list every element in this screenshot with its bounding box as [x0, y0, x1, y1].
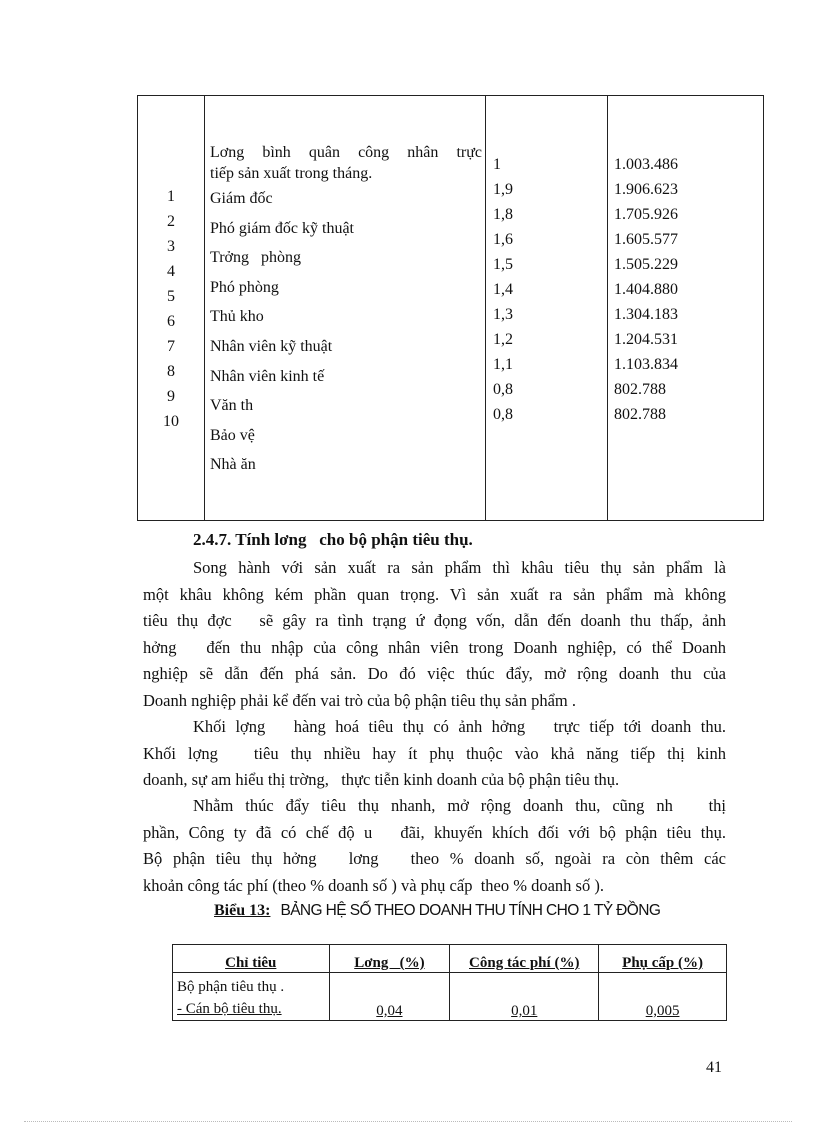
paragraph-line: Bộ phận tiêu thụ hởng lơng theo % doanh số, ngoài ra còn thêm các	[143, 849, 726, 868]
row-label-group: Bộ phận tiêu thụ .	[177, 979, 285, 995]
header-cell: Công tác phí (%)	[450, 945, 599, 973]
stt-cell: 2	[167, 213, 175, 230]
stt-cell: 7	[167, 338, 175, 355]
coefficient-cell: 0,8	[493, 381, 513, 398]
wage-cell: 1.103.834	[614, 356, 678, 373]
position-cell: Phó phòng	[210, 278, 279, 296]
paragraph-3	[143, 793, 726, 899]
stt-cell: 8	[167, 363, 175, 380]
paragraph-line: Khối lợng tiêu thụ nhiều hay ít phụ thuộc vào khả năng tiếp thị kinh	[143, 743, 726, 763]
paragraph-2	[143, 714, 726, 794]
position-cell: Nhà ăn	[210, 456, 256, 474]
stt-cell: 9	[167, 388, 175, 405]
allowance-percent-cell: 0,005	[599, 973, 727, 1021]
caption-title: BẢNG HỆ SỐ THEO DOANH THU TÍNH CHO 1 TỶ ĐỒNG	[280, 902, 661, 919]
stt-cell: 3	[167, 238, 175, 255]
stt-cell: 4	[167, 263, 175, 280]
row-label-cell	[173, 973, 330, 1021]
stt-cell: 6	[167, 313, 175, 330]
position-cell: Phó giám đốc kỹ thuật	[210, 219, 354, 237]
wage-cell: 1.204.531	[614, 331, 678, 348]
position-cell: Nhân viên kỹ thuật	[210, 337, 333, 355]
coefficient-cell: 1,5	[493, 256, 513, 273]
coefficient-cell: 1,3	[493, 306, 513, 323]
caption-label: Biểu 13:	[214, 902, 271, 919]
stt-column	[138, 184, 204, 434]
wage-cell: 1.505.229	[614, 256, 678, 273]
paragraph-line: doanh, sự am hiểu thị trờng, thực tiễn kinh doanh của bộ phận tiêu thụ.	[143, 770, 620, 789]
paragraph-line: hởng đến thu nhập của công nhân viên trong Doanh nghiệp, có thể Doanh	[143, 637, 726, 657]
row-label-item: - Cán bộ tiêu thụ.	[177, 1001, 282, 1017]
average-wage-label-line2: tiếp sản xuất trong tháng.	[210, 165, 373, 182]
paragraph-line: phần, Công ty đã có chế độ u đãi, khuyến khích đối với bộ phận tiêu thụ.	[143, 822, 726, 842]
paragraph-line: nghiệp sẽ dẫn đến phá sản. Do đó việc thúc đẩy, mở rộng doanh thu của	[143, 664, 726, 683]
travel-expense-percent-cell: 0,01	[450, 973, 599, 1021]
position-cell: Trởng phòng	[210, 249, 301, 267]
paragraph-1	[143, 555, 726, 714]
coefficient-cell: 1,6	[493, 231, 513, 248]
wage-cell: 802.788	[614, 406, 666, 423]
coefficient-cell: 1,9	[493, 181, 513, 198]
header-cell: Lơng (%)	[329, 945, 450, 973]
stt-cell: 5	[167, 288, 175, 305]
coefficient-cell: 1,1	[493, 356, 513, 373]
wage-cell: 1.304.183	[614, 306, 678, 323]
wage-percent-cell: 0,04	[329, 973, 450, 1021]
average-wage-label-line1: Lơng bình quân công nhân trực	[210, 144, 483, 161]
position-cell: Thủ kho	[210, 308, 264, 326]
coefficient-cell: 1	[493, 156, 501, 173]
coefficient-cell: 0,8	[493, 406, 513, 423]
header-cell: Phụ cấp (%)	[599, 945, 727, 973]
coefficient-column	[493, 152, 513, 427]
wage-cell: 1.003.486	[614, 156, 678, 173]
wage-cell: 1.605.577	[614, 231, 678, 248]
paragraph-line: Nhằm thúc đẩy tiêu thụ nhanh, mở rộng doanh thu, cũng nh thị	[193, 796, 726, 815]
page-bottom-rule	[24, 1121, 792, 1122]
table-header-row	[173, 945, 727, 973]
page-number: 41	[706, 1059, 722, 1076]
coefficient-cell: 1,8	[493, 206, 513, 223]
paragraph-line: Song hành với sản xuất ra sản phẩm thì khâu tiêu thụ sản phẩm là	[193, 558, 726, 577]
position-cell: Bảo vệ	[210, 426, 255, 444]
position-cell: Nhân viên kinh tế	[210, 367, 325, 385]
wage-column	[614, 152, 678, 427]
column-divider	[204, 96, 205, 520]
wage-cell: 1.906.623	[614, 181, 678, 198]
coefficient-cell: 1,4	[493, 281, 513, 298]
paragraph-line: Khối lợng hàng hoá tiêu thụ có ảnh hởng trực tiếp tới doanh thu.	[193, 717, 726, 736]
position-column	[210, 142, 482, 480]
paragraph-line: Doanh nghiệp phải kể đến vai trò của bộ phận tiêu thụ sản phẩm .	[143, 690, 577, 710]
wage-cell: 1.705.926	[614, 206, 678, 223]
table-caption	[214, 902, 660, 920]
salary-coefficient-table	[137, 95, 764, 521]
wage-cell: 1.404.880	[614, 281, 678, 298]
paragraph-line: một khâu không kém phần quan trọng. Vì sản xuất ra sản phẩm mà không	[143, 584, 726, 604]
stt-cell: 10	[163, 413, 179, 430]
section-heading: 2.4.7. Tính lơng cho bộ phận tiêu thụ.	[193, 530, 473, 549]
wage-cell: 802.788	[614, 381, 666, 398]
position-cell: Văn th	[210, 397, 254, 415]
table-row	[173, 973, 727, 1021]
paragraph-line: tiêu thụ đợc sẽ gây ra tình trạng ứ đọng vốn, dẫn đến doanh thu thấp, ảnh	[143, 611, 726, 630]
position-cell: Giám đốc	[210, 190, 273, 207]
revenue-coefficient-table	[172, 944, 727, 1021]
paragraph-line: khoản công tác phí (theo % doanh số ) và phụ cấp theo % doanh số ).	[143, 875, 604, 895]
header-cell: Chỉ tiêu	[173, 945, 330, 973]
stt-cell: 1	[167, 188, 175, 205]
coefficient-cell: 1,2	[493, 331, 513, 348]
column-divider	[607, 96, 608, 520]
column-divider	[485, 96, 486, 520]
